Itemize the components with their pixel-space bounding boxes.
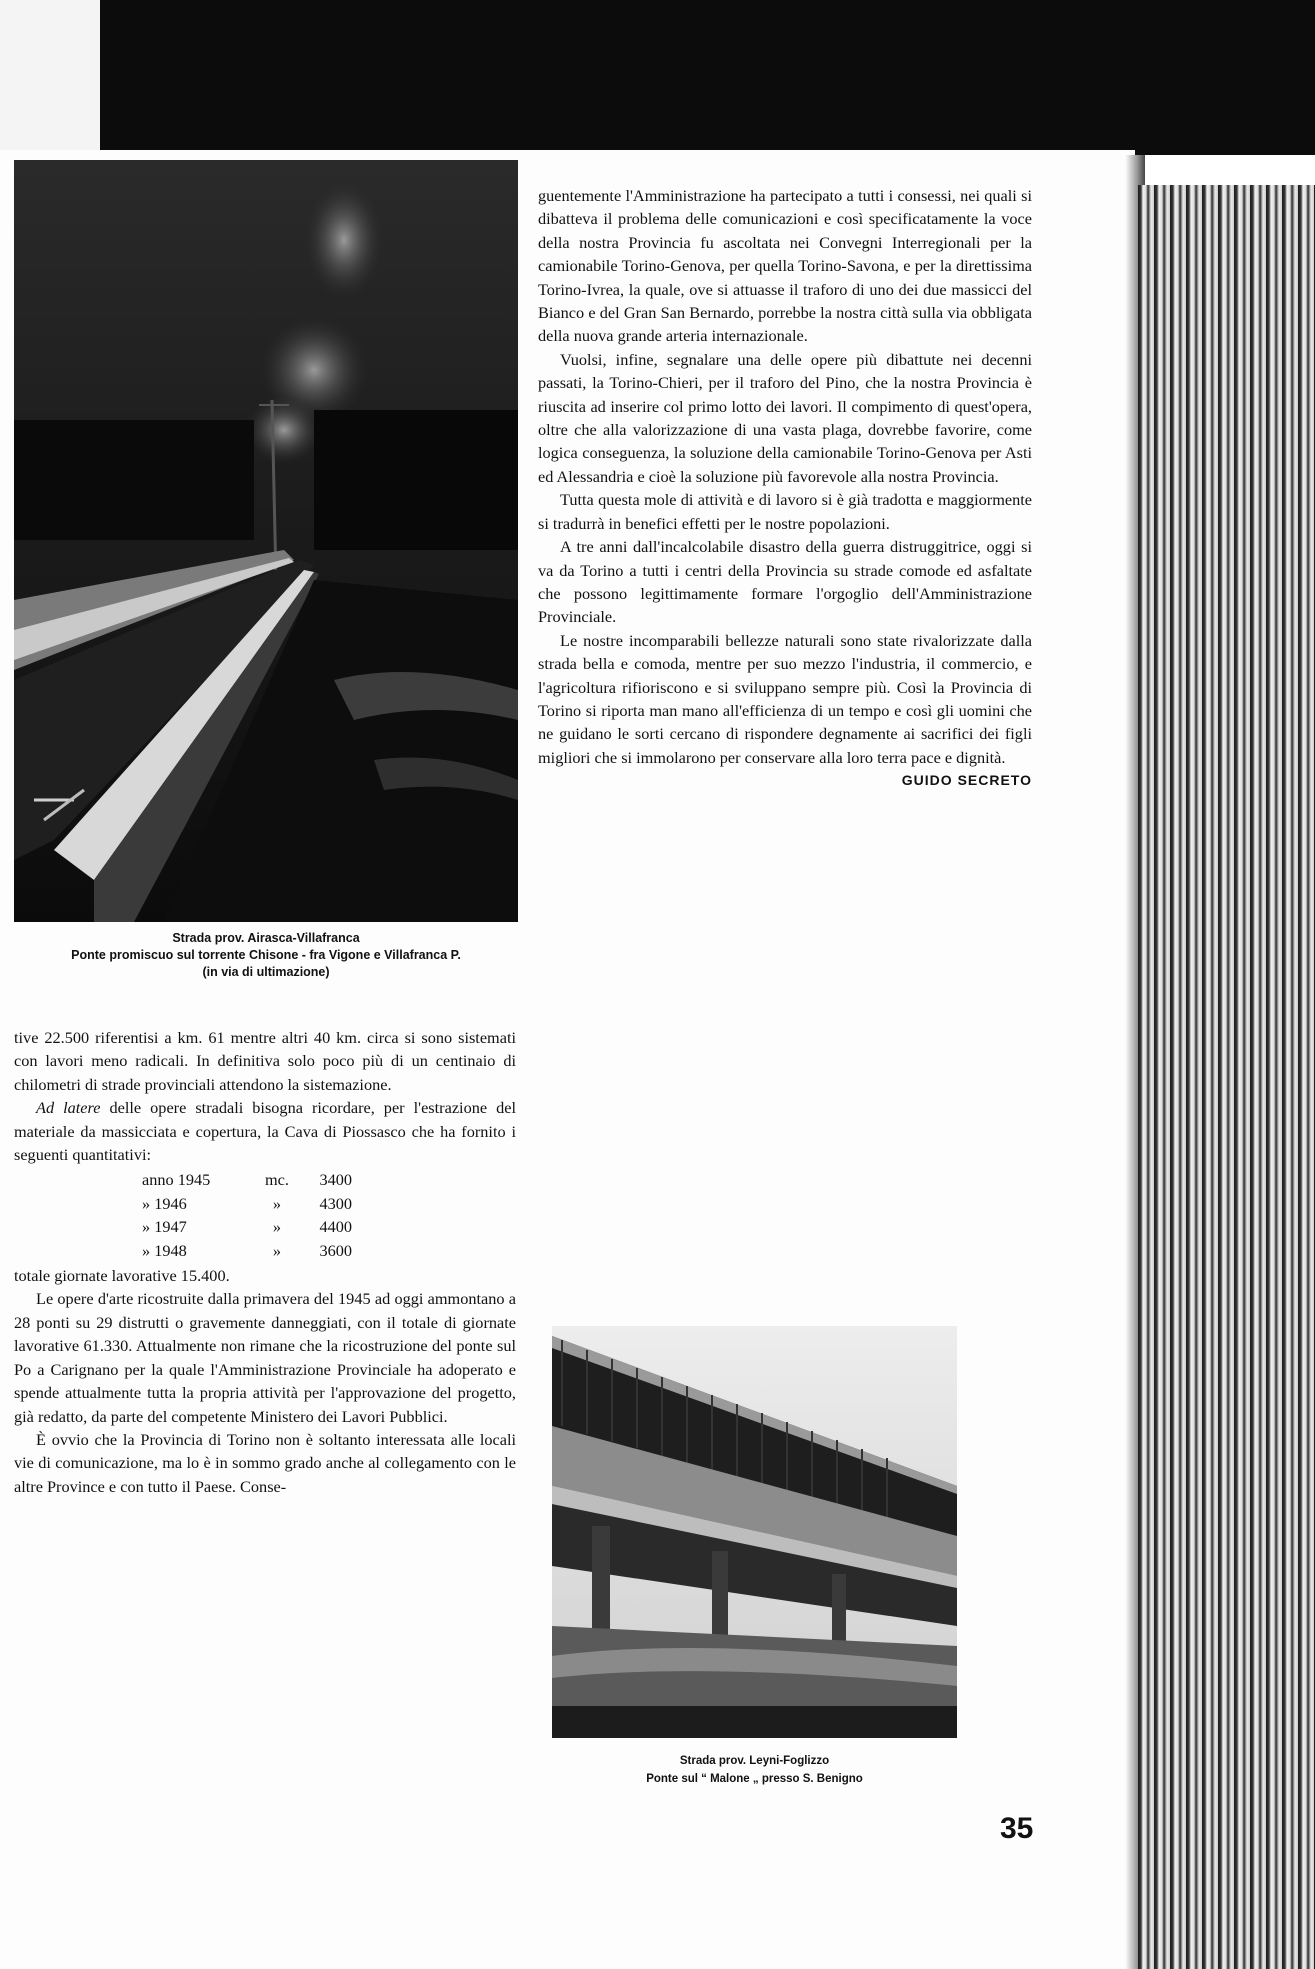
photo-bridge-chisone — [14, 160, 518, 922]
dark-top-band — [100, 0, 1315, 155]
quantity-value: 3600 — [319, 1240, 352, 1260]
photo-bridge-chisone-image — [14, 160, 518, 922]
quantity-value: 4400 — [319, 1217, 352, 1237]
photo1-caption-line1: Strada prov. Airasca-Villafranca — [172, 931, 360, 945]
left-paragraph-4: Le opere d'arte ricostruite dalla primavera del 1945 ad oggi ammontano a 28 ponti su 29 distrutti o gravemente danneggiati, con il totale di giornate lavorative 61.330. Attualmente non rimane che la ricostruzione del ponte sul Po a Carignano per la quale l'Amministrazione Provinciale ha adoperato e spende attualmente tutta la propria attività per l'approvazione del progetto, già redatto, da parte del competente Ministero dei Lavori Pubblici. — [14, 1289, 516, 1426]
right-text-column — [538, 184, 1032, 793]
photo-bridge-malone-image — [552, 1326, 957, 1738]
photo2-caption-line2: Ponte sul “ Malone „ presso S. Benigno — [646, 1773, 863, 1785]
left-text-column — [14, 1026, 516, 1498]
quarry-quantities-table — [142, 1168, 352, 1262]
right-paragraph-3: Tutta questa mole di attività e di lavoro si è già tradotta e maggiormente si tradurrà in benefici effetti per le nostre popolazioni. — [538, 490, 1032, 533]
quantity-year: anno 1945 — [142, 1170, 211, 1190]
left-paragraph-2 — [14, 1096, 516, 1166]
quantity-year: » 1947 — [142, 1217, 187, 1237]
quantity-value: 3400 — [319, 1170, 352, 1190]
right-paragraph-1: guentemente l'Amministrazione ha partecipato a tutti i consessi, nei quali si dibatteva il problema delle comunicazioni e così specificatamente la voce della nostra Provincia fu ascoltata nei Convegni Interregionali per la camionabile Torino-Genova, per quella Torino-Savona, e per la direttissima Torino-Ivrea, la quale, ove si attuasse il traforo di uno dei due massicci del Bianco e del Gran San Bernardo, porrebbe la nostra città sulla via obbligata della nuova grande arteria internazionale. — [538, 186, 1032, 346]
quantity-unit: » — [272, 1193, 282, 1213]
photo-bridge-malone — [552, 1326, 957, 1738]
photo1-caption-line3: (in via di ultimazione) — [202, 965, 330, 979]
photo2-caption-line1: Strada prov. Leyni-Foglizzo — [679, 1755, 830, 1767]
table-row — [142, 1192, 352, 1215]
left-paragraph-5: È ovvio che la Provincia di Torino non è soltanto interessata alle locali vie di comunicazione, ma lo è in sommo grado anche al collegamento con le altre Province e con tutto il Paese. Conse- — [14, 1429, 516, 1496]
quantity-unit: mc. — [265, 1170, 289, 1190]
photo1-caption — [14, 930, 518, 981]
page-number: 35 — [1000, 1812, 1034, 1845]
quantity-year: » 1948 — [142, 1240, 187, 1260]
left-paragraph-2-text: delle opere stradali bisogna ricordare, per l'estrazione del materiale da massicciata e copertura, la Cava di Piossasco che ha fornito i seguenti quantitativi: — [14, 1098, 516, 1165]
table-row — [142, 1215, 352, 1238]
right-paragraph-5: Le nostre incomparabili bellezze naturali sono state rivalorizzate dalla strada bella e comoda, mentre per suo mezzo l'industria, il commercio, e l'agricoltura rifioriscono e si sviluppano sempre più. Così la Provincia di Torino si riporta man mano all'efficienza di un tempo e così gli uomini che ne guidano le sorti cercano di rispondere degnamente ai sacrifici dei figli migliori che si immolarono per conservare alla loro terra pace e dignità. — [538, 630, 1032, 767]
right-paragraph-2: Vuolsi, infine, segnalare una delle opere più dibattute nei decenni passati, la Torino-Chieri, per il traforo del Pino, che la nostra Provincia è riuscita ad inserire col primo lotto dei lavori. Il compimento di quest'opera, oltre che alla valorizzazione di una vasta plaga, dovrebbe favorire, come logica conseguenza, la soluzione della camionabile Torino-Genova per Asti ed Alessandria e cioè la soluzione più favorevole alla nostra Provincia. — [538, 349, 1032, 486]
quantity-unit: » — [272, 1240, 282, 1260]
left-paragraph-3: totale giornate lavorative 15.400. — [14, 1266, 230, 1286]
author-signature: GUIDO SECRETO — [901, 772, 1032, 789]
quantity-year: » 1946 — [142, 1193, 187, 1213]
quantity-value: 4300 — [319, 1193, 352, 1213]
quantity-unit: » — [272, 1217, 282, 1237]
table-row — [142, 1239, 352, 1262]
book-spine-pages — [1138, 185, 1315, 1969]
right-paragraph-4: A tre anni dall'incalcolabile disastro della guerra distruggitrice, oggi si va da Torino a tutti i centri della Provincia su strade comode ed asfaltate che possono legittimamente formare l'orgoglio dell'Amministrazione Provinciale. — [538, 537, 1032, 627]
top-left-margin — [0, 0, 100, 150]
photo1-caption-line2: Ponte promiscuo sul torrente Chisone - fra Vigone e Villafranca P. — [71, 948, 461, 962]
left-paragraph-1: tive 22.500 riferentisi a km. 61 mentre altri 40 km. circa si sono sistemati con lavori meno radicali. In definitiva solo poco più di un centinaio di chilometri di strade provinciali attendono la sistemazione. — [14, 1028, 516, 1094]
latin-phrase: Ad latere — [36, 1098, 101, 1118]
table-row — [142, 1168, 352, 1191]
photo2-caption — [552, 1752, 957, 1788]
